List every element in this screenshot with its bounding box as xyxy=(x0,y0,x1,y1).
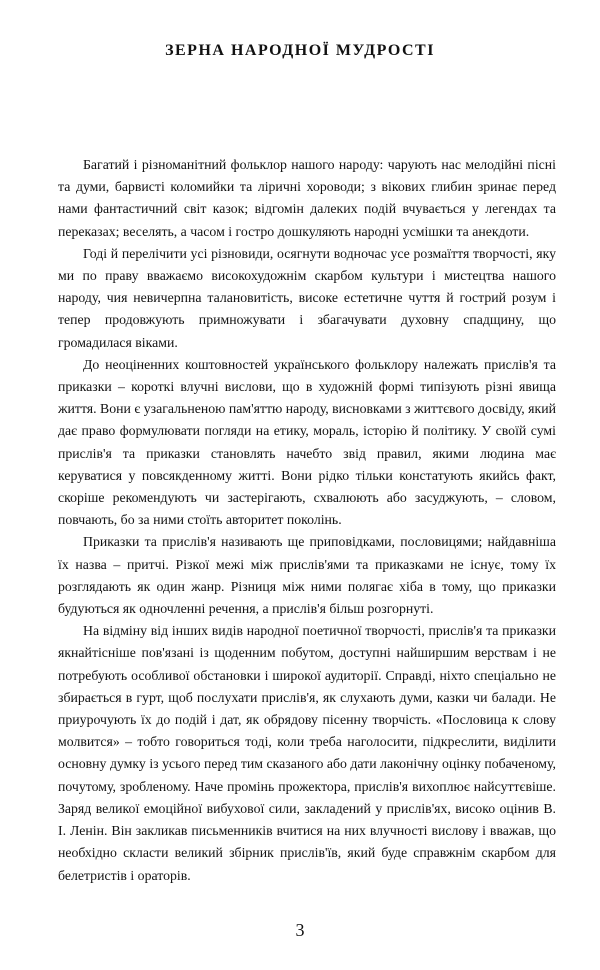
body-text xyxy=(58,154,556,887)
paragraph-1: Багатий і різноманітний фольклор нашого народу: чарують нас мелодійні пісні та думи, барвисті коломийки та ліричні хороводи; з вікових глибин зринає перед нами фантастичний світ казок; відгомін далеких подій вчувається у легендах та переказах; веселять, а часом і гостро дошкуляють народні усмішки та анекдоти. xyxy=(58,157,556,239)
paragraph-5: На відміну від інших видів народної поетичної творчості, прислів'я та приказки якнайтісніше пов'язані із щоденним побутом, доступні найширшим верствам і не потребують особливої обстановки і широкої аудиторії. Справді, ніхто спеціально не збирається в гурт, щоб послухати прислів'я, як слухають думи, казки чи балади. Не приурочують їх до подій і дат, як обрядову пісенну творчість. «Пословица к слову молвится» – тобто говориться тоді, коли треба наголосити, підкреслити, виділити основну думку із усього перед тим сказаного або дати лаконічну оцінку побаченому, почутому, зробленому. Наче промінь прожектора, прислів'я вихоплює найсуттєвіше. Заряд великої емоційної вибухової сили, закладений у прислів'ях, високо оцінив В. І. Ленін. Він закликав письменників вчитися на них влучності вислову і вважав, що необхідно скласти великий збірник прислів'їв, який буде справжнім скарбом для белетристів і ораторів. xyxy=(58,623,556,883)
paragraph-4: Приказки та прислів'я називають ще приповідками, пословицями; найдавніша їх назва – притчі. Різкої межі між прислів'ями та приказками не існує, тому їх розглядають як один жанр. Різниця між ними полягає хіба в тому, що приказки будуються як одночленні речення, а прислів'я більш розгорнуті. xyxy=(58,534,556,617)
page-title: ЗЕРНА НАРОДНОЇ МУДРОСТІ xyxy=(165,42,435,59)
paragraph-2: Годі й перелічити усі різновиди, осягнути водночас усе розмаїття творчості, яку ми по праву вважаємо високохудожнім скарбом культури і мистецтва нашого народу, чия невичерпна талановитість, високе естетичне чуття й гострий розум і тепер продовжують примножувати і збагачувати духовну спадщину, що громадилася віками. xyxy=(58,245,556,350)
paragraph-3: До неоціненних коштовностей українського фольклору належать прислів'я та приказки – короткі влучні вислови, що в художній формі типізують різні явища життя. Вони є узагальненою пам'яттю народу, висновками з життєвого досвіду, який дає право формулювати погляди на етику, мораль, історію й політику. У своїй сумі прислів'я та приказки становлять начебто звід правил, якими людина має керуватися у повсякденному житті. Вони рідко тільки констатують якийсь факт, скоріше рекомендують чи застерігають, схвалюють або засуджують, – словом, повчають, бо за ними стоїть авторитет поколінь. xyxy=(58,356,556,528)
page-number: 3 xyxy=(295,920,305,940)
